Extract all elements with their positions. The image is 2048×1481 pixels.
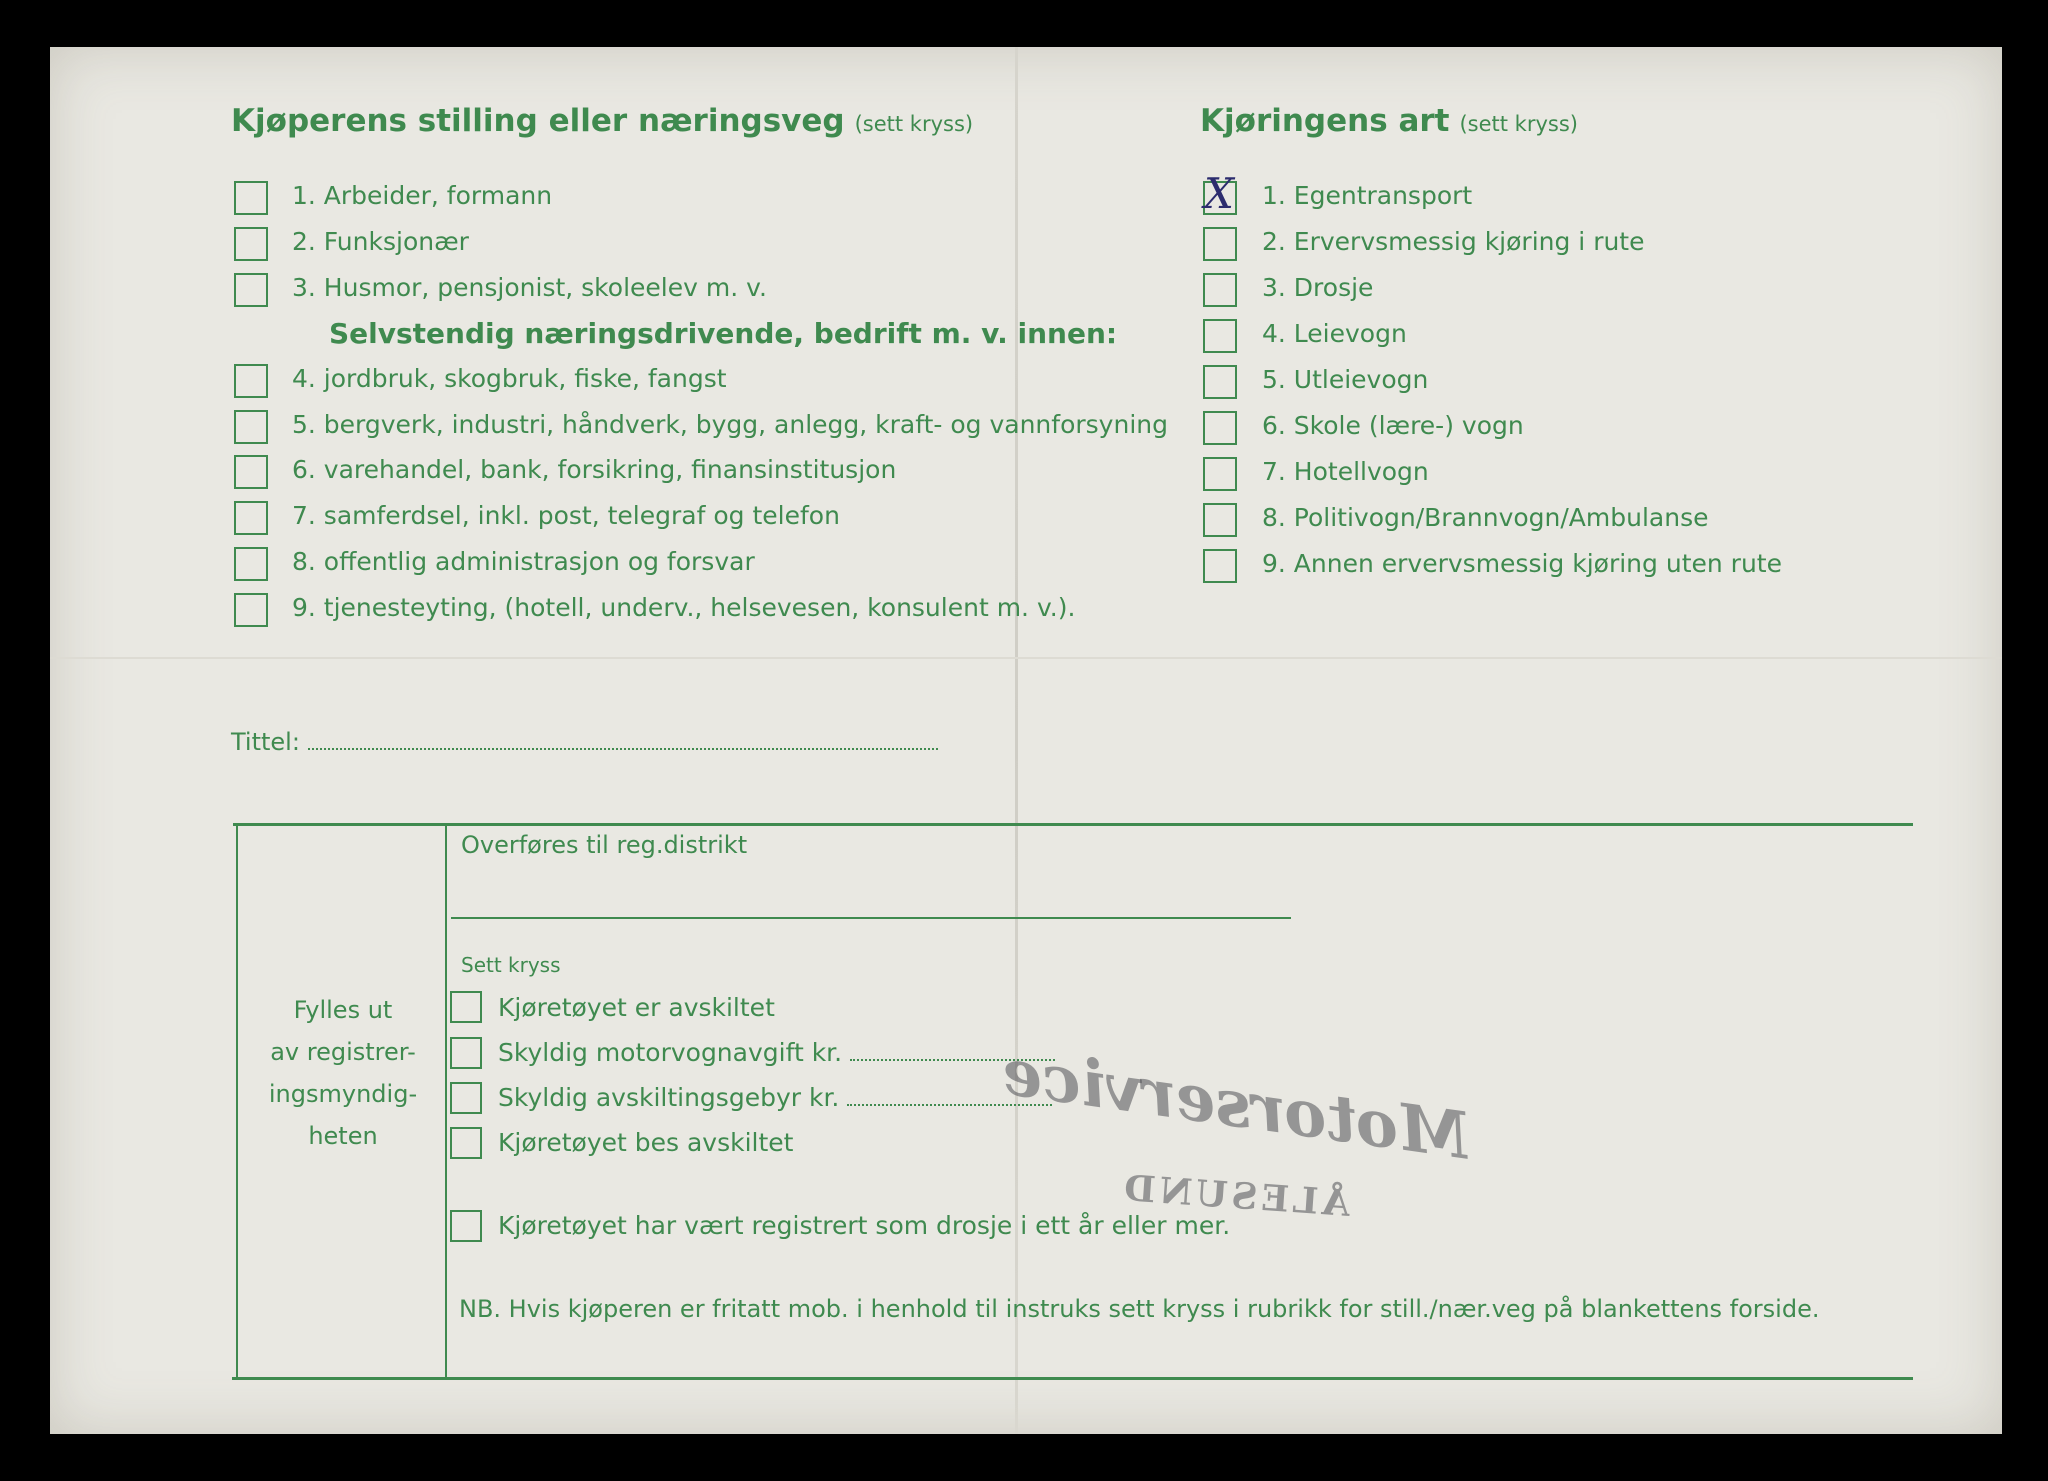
checkbox-vehicle-tax[interactable] — [450, 1037, 482, 1069]
driving-item-5: 5. Utleievogn — [1262, 365, 1429, 394]
transfer-district-line[interactable] — [451, 917, 1291, 919]
reg-box-divider — [445, 823, 447, 1379]
drosje-year-label: Kjøretøyet har vært registrert som drosje i ett år eller mer. — [498, 1211, 1231, 1240]
stamp-name: Motorservice — [997, 1034, 1475, 1175]
checkbox-occupation-8[interactable] — [234, 547, 268, 581]
transfer-district-label: Overføres til reg.distrikt — [461, 831, 748, 859]
side-label-line-2: av registrer- — [270, 1038, 416, 1066]
sett-kryss-label: Sett kryss — [461, 953, 561, 977]
title-input-line[interactable] — [308, 748, 938, 750]
buyer-occupation-title: Kjøperens stilling eller næringsveg — [231, 103, 845, 139]
buyer-occupation-note: (sett kryss) — [854, 112, 974, 136]
checkbox-occupation-6[interactable] — [234, 455, 268, 489]
occupation-item-9: 9. tjenesteyting, (hotell, underv., helsevesen, konsulent m. v.). — [292, 593, 1076, 622]
checkbox-occupation-1[interactable] — [234, 181, 268, 215]
checkbox-occupation-7[interactable] — [234, 501, 268, 535]
occupation-item-3: 3. Husmor, pensjonist, skoleelev m. v. — [292, 273, 767, 302]
occupation-item-2: 2. Funksjonær — [292, 227, 469, 256]
reg-box-left-border — [236, 823, 238, 1379]
reg-box-top-border — [233, 823, 1913, 826]
driving-item-1: 1. Egentransport — [1262, 181, 1473, 210]
occupation-item-5: 5. bergverk, industri, håndverk, bygg, anlegg, kraft- og vannforsyning — [292, 410, 1168, 439]
occupation-item-8: 8. offentlig administrasjon og forsvar — [292, 547, 755, 576]
driving-type-note: (sett kryss) — [1459, 112, 1578, 136]
form-paper — [50, 47, 2002, 1434]
reg-box-bottom-border — [232, 1377, 1913, 1380]
occupation-item-6: 6. varehandel, bank, forsikring, finansinstitusjon — [292, 455, 897, 484]
registration-authority-label — [248, 989, 438, 1157]
check-label-plate-fee: Skyldig avskiltingsgebyr kr. — [498, 1083, 840, 1112]
checkbox-occupation-5[interactable] — [234, 410, 268, 444]
title-field-row — [231, 728, 938, 756]
check-label-request-removal: Kjøretøyet bes avskiltet — [498, 1128, 794, 1157]
check-row-plate-fee — [498, 1083, 1052, 1112]
driving-item-3: 3. Drosje — [1262, 273, 1374, 302]
driving-item-8: 8. Politivogn/Brannvogn/Ambulanse — [1262, 503, 1709, 532]
exemption-note: NB. Hvis kjøperen er fritatt mob. i henhold til instruks sett kryss i rubrikk for still./nær.veg på blankettens forside. — [459, 1295, 1820, 1323]
side-label-line-3: ingsmyndig- — [268, 1080, 418, 1108]
side-label-line-1: Fylles ut — [293, 996, 393, 1024]
stamp-city: ÅLESUND — [1118, 1167, 1352, 1225]
checkbox-plate-fee[interactable] — [450, 1082, 482, 1114]
check-row-vehicle-tax — [498, 1038, 1055, 1067]
occupation-item-7: 7. samferdsel, inkl. post, telegraf og telefon — [292, 501, 840, 530]
checkbox-occupation-3[interactable] — [234, 273, 268, 307]
side-label-line-4: heten — [308, 1122, 378, 1150]
title-label: Tittel: — [231, 728, 300, 756]
checkbox-driving-5[interactable] — [1203, 365, 1237, 399]
check-label-vehicle-tax: Skyldig motorvognavgift kr. — [498, 1038, 843, 1067]
driving-item-4: 4. Leievogn — [1262, 319, 1407, 348]
checkbox-request-removal[interactable] — [450, 1127, 482, 1159]
checkbox-driving-3[interactable] — [1203, 273, 1237, 307]
checkbox-driving-9[interactable] — [1203, 549, 1237, 583]
driving-item-7: 7. Hotellvogn — [1262, 457, 1429, 486]
checkbox-occupation-4[interactable] — [234, 364, 268, 398]
driving-item-9: 9. Annen ervervsmessig kjøring uten rute — [1262, 549, 1782, 578]
check-label-plates-removed: Kjøretøyet er avskiltet — [498, 993, 775, 1022]
checkbox-driving-4[interactable] — [1203, 319, 1237, 353]
checkbox-driving-2[interactable] — [1203, 227, 1237, 261]
checkbox-driving-6[interactable] — [1203, 411, 1237, 445]
driving-item-2: 2. Ervervsmessig kjøring i rute — [1262, 227, 1645, 256]
occupation-item-1: 1. Arbeider, formann — [292, 181, 553, 210]
driving-type-title: Kjøringens art — [1200, 103, 1450, 139]
driving-type-heading — [1200, 103, 1578, 139]
checkbox-drosje-year[interactable] — [450, 1210, 482, 1242]
checkbox-occupation-9[interactable] — [234, 593, 268, 627]
driving-item-6: 6. Skole (lære-) vogn — [1262, 411, 1524, 440]
checkbox-plates-removed[interactable] — [450, 991, 482, 1023]
buyer-occupation-heading — [231, 103, 973, 139]
fold-line-horizontal — [50, 657, 2002, 659]
checkbox-driving-8[interactable] — [1203, 503, 1237, 537]
occupation-item-4: 4. jordbruk, skogbruk, fiske, fangst — [292, 364, 727, 393]
self-employed-subheading: Selvstendig næringsdrivende, bedrift m. v. innen: — [329, 317, 1118, 350]
checkbox-driving-7[interactable] — [1203, 457, 1237, 491]
checkbox-occupation-2[interactable] — [234, 227, 268, 261]
handwritten-check-mark: X — [1204, 169, 1234, 218]
